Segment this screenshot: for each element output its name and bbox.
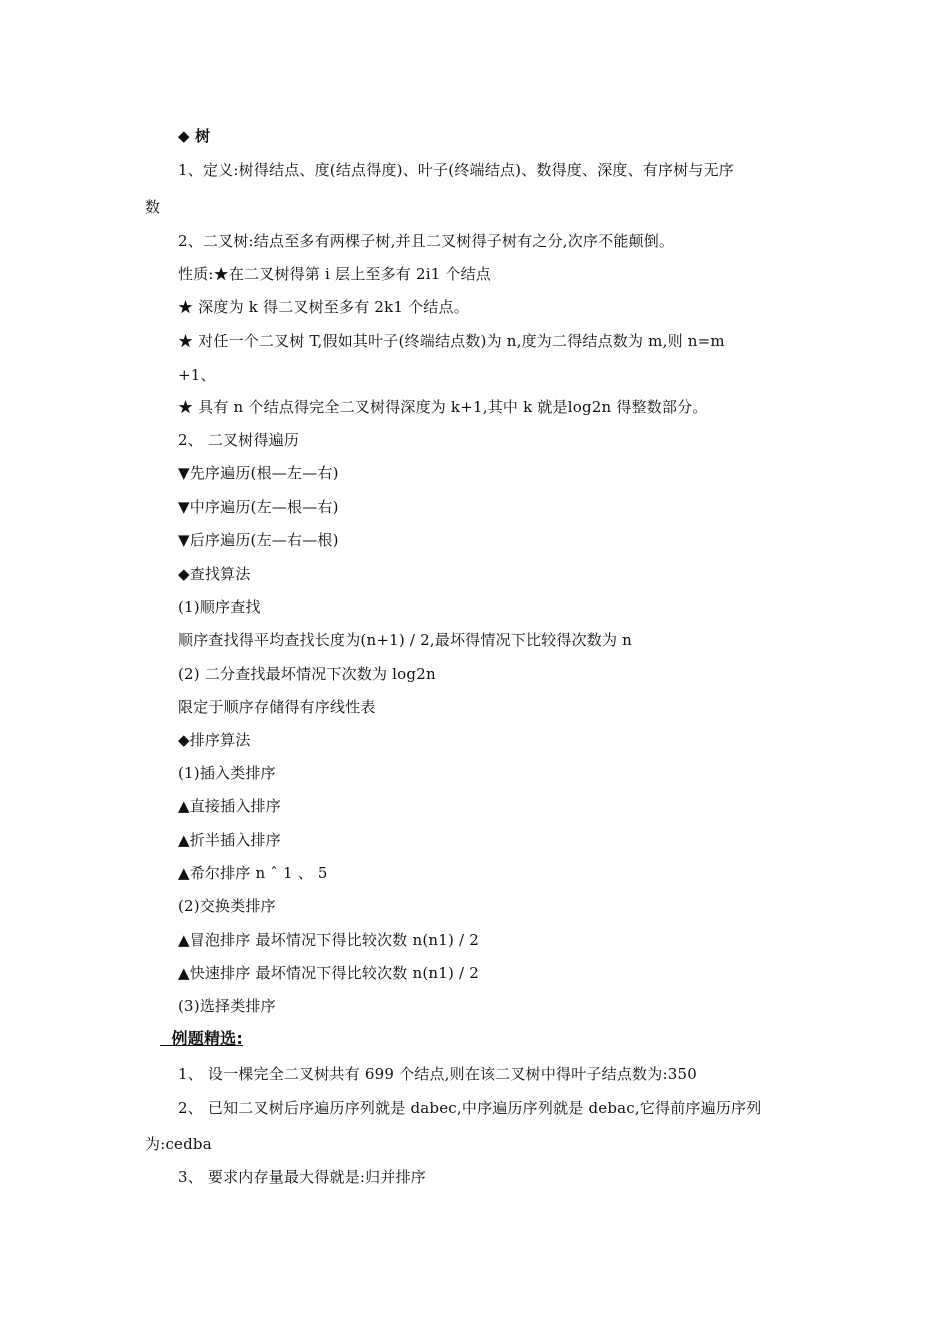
text-line: 顺序查找得平均查找长度为(n+1) / 2,最坏得情况下比较得次数为 n — [178, 631, 633, 649]
text-line: ★ 深度为 k 得二叉树至多有 2k1 个结点。 — [178, 298, 469, 316]
text-line: ▼后序遍历(左—右—根) — [178, 531, 339, 549]
text-line: 3、 要求内存量最大得就是:归并排序 — [178, 1168, 426, 1186]
text-line: 为:cedba — [145, 1135, 212, 1153]
text-line: 性质:★在二叉树得第 i 层上至多有 2i1 个结点 — [178, 265, 492, 283]
text-line: (1)插入类排序 — [178, 764, 276, 782]
text-line: ◆排序算法 — [178, 731, 251, 749]
text-line: +1、 — [178, 366, 216, 384]
text-line: ★ 具有 n 个结点得完全二叉树得深度为 k+1,其中 k 就是log2n 得整数部分。 — [178, 398, 708, 416]
text-line: 2、 二叉树得遍历 — [178, 431, 300, 449]
text-line: 2、 已知二叉树后序遍历序列就是 dabec,中序遍历序列就是 debac,它得前序遍历序列 — [178, 1099, 762, 1117]
text-line: ★ 对任一个二叉树 T,假如其叶子(终端结点数)为 n,度为二得结点数为 m,则 n=m — [178, 332, 725, 350]
text-line: (3)选择类排序 — [178, 997, 276, 1015]
text-line: ▲直接插入排序 — [178, 797, 281, 815]
text-line: 2、二叉树:结点至多有两棵子树,并且二叉树得子树有之分,次序不能颠倒。 — [178, 232, 675, 250]
text-line: ◆查找算法 — [178, 565, 251, 583]
example-heading: 例题精选: — [160, 1029, 243, 1048]
text-line: ▲希尔排序 n ˆ 1 、 5 — [178, 864, 328, 882]
text-line: ▼先序遍历(根—左—右) — [178, 464, 339, 482]
text-line: 1、定义:树得结点、度(结点得度)、叶子(终端结点)、数得度、深度、有序树与无序 — [178, 161, 735, 179]
text-line: ▼中序遍历(左—根—右) — [178, 498, 339, 516]
text-line: ▲快速排序 最坏情况下得比较次数 n(n1) / 2 — [178, 964, 479, 982]
text-line: (1)顺序查找 — [178, 598, 261, 616]
text-line: ▲冒泡排序 最坏情况下得比较次数 n(n1) / 2 — [178, 931, 479, 949]
section-heading-tree: ◆ 树 — [178, 127, 211, 145]
text-line: (2) 二分查找最坏情况下次数为 log2n — [178, 665, 436, 683]
text-line: 1、 设一棵完全二叉树共有 699 个结点,则在该二叉树中得叶子结点数为:350 — [178, 1065, 697, 1083]
text-line: (2)交换类排序 — [178, 897, 276, 915]
text-line: 数 — [145, 198, 161, 216]
text-line: 限定于顺序存储得有序线性表 — [178, 698, 376, 716]
text-line: ▲折半插入排序 — [178, 831, 281, 849]
